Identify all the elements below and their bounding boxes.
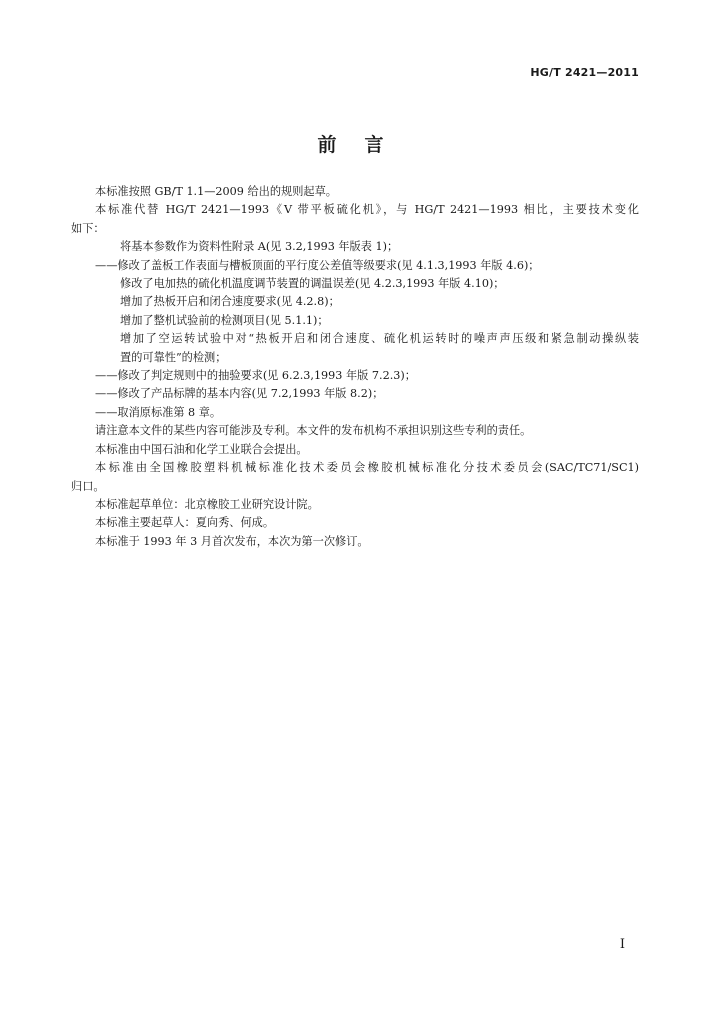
change-item-parallelism: ——修改了盖板工作表面与槽板顶面的平行度公差值等级要求(见 4.1.3,1993 年版 4.6)；: [95, 258, 540, 272]
page-number: Ⅰ: [619, 937, 625, 952]
paragraph-replacement-cont: 如下：: [71, 221, 105, 235]
change-item-sampling: ——修改了判定规则中的抽验要求(见 6.2.3,1993 年版 7.2.3)；: [95, 369, 416, 383]
document-body: [71, 183, 639, 551]
change-item-speed: 增加了热板开启和闭合速度要求(见 4.2.8)；: [120, 295, 340, 309]
change-item-temperature: 修改了电加热的硫化机温度调节装置的调温误差(见 4.2.3,1993 年版 4.10)；: [120, 277, 505, 291]
page-title: 前言: [317, 134, 412, 156]
change-item-inspection: 增加了整机试验前的检测项目(见 5.1.1)；: [120, 313, 329, 327]
paragraph-proposer: 本标准由中国石油和化学工业联合会提出。: [95, 442, 308, 456]
paragraph-committee: 本标准由全国橡胶塑料机械标准化技术委员会橡胶机械标准化分技术委员会(SAC/TC71/SC1): [95, 461, 639, 475]
paragraph-replacement: 本标准代替 HG/T 2421—1993《V 带平板硫化机》，与 HG/T 2421—1993 相比，主要技术变化: [95, 203, 639, 217]
change-item-idle-test: 增加了空运转试验中对“热板开启和闭合速度、硫化机运转时的噪声声压级和紧急制动操纵装: [120, 332, 639, 346]
paragraph-drafting-unit: 本标准起草单位：北京橡胶工业研究设计院。: [95, 497, 319, 511]
change-item-idle-test-cont: 置的可靠性”的检测；: [120, 350, 227, 364]
change-item-appendix: 将基本参数作为资料性附录 A(见 3.2,1993 年版表 1)；: [120, 240, 399, 254]
paragraph-drafters: 本标准主要起草人：夏向秀、何成。: [95, 516, 275, 530]
standard-code: HG/T 2421—2011: [530, 66, 639, 79]
paragraph-committee-cont: 归口。: [71, 479, 105, 493]
change-item-cancel-chapter: ——取消原标准第 8 章。: [95, 405, 222, 419]
paragraph-drafting-rule: 本标准按照 GB/T 1.1—2009 给出的规则起草。: [95, 185, 337, 198]
paragraph-patent-notice: 请注意本文件的某些内容可能涉及专利。本文件的发布机构不承担识别这些专利的责任。: [95, 424, 532, 438]
paragraph-history: 本标准于 1993 年 3 月首次发布，本次为第一次修订。: [95, 534, 369, 548]
change-item-nameplate: ——修改了产品标牌的基本内容(见 7.2,1993 年版 8.2)；: [95, 387, 384, 401]
